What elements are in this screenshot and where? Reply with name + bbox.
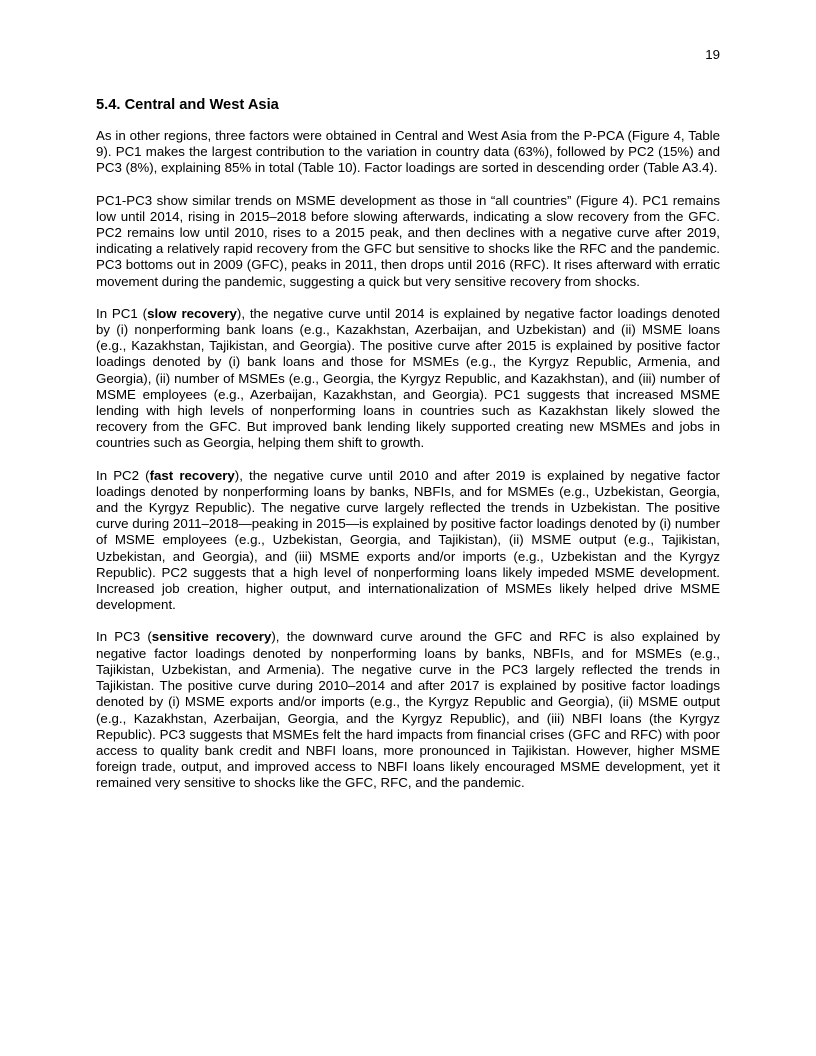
paragraph-pc3 bbox=[96, 629, 720, 791]
paragraph-rest: ), the negative curve until 2010 and after 2019 is explained by negative factor loadings denoted by nonperforming loans by banks, NBFIs, and for MSMEs (e.g., Uzbekistan, Georgia, and the Kyrgyz Republic). The negative curve largely reflected the trends in Uzbekistan. The positive curve during 2011–2018—peaking in 2015—is explained by positive factor loadings denoted by (i) number of MSME employees (e.g., Uzbekistan, Georgia, and Tajikistan), (ii) MSME output (e.g., Tajikistan, Uzbekistan, and Georgia), and (iii) MSME exports and/or imports (e.g., Uzbekistan and the Kyrgyz Republic). PC2 suggests that a high level of nonperforming loans likely impeded MSME development. Increased job creation, higher output, and internationalization of MSMEs likely helped drive MSME development. bbox=[96, 467, 720, 613]
paragraph-lead: In PC2 ( bbox=[96, 467, 150, 483]
section-heading: 5.4. Central and West Asia bbox=[96, 97, 279, 113]
paragraph-bold-term: fast recovery bbox=[149, 467, 235, 483]
paragraph-rest: ), the downward curve around the GFC and RFC is also explained by negative factor loadings denoted by nonperforming loans by banks, NBFIs, and for MSMEs (e.g., Tajikistan, Uzbekistan, and Armenia). The negative curve in the PC3 largely reflected the trends in Tajikistan. The positive curve during 2010–2014 and after 2017 is explained by positive factor loadings denoted by (i) MSME exports and/or imports (e.g., the Kyrgyz Republic and Georgia), (ii) MSME output (e.g., Kazakhstan, Azerbaijan, Georgia, and the Kyrgyz Republic), and (iii) NBFI loans (the Kyrgyz Republic). PC3 suggests that MSMEs felt the hard impacts from financial crises (GFC and RFC) with poor access to quality bank credit and NBFI loans, more pronounced in Tajikistan. However, higher MSME foreign trade, output, and improved access to NBFI loans likely encouraged MSME development, yet it remained very sensitive to shocks like the GFC, RFC, and the pandemic. bbox=[96, 629, 720, 791]
page-number: 19 bbox=[705, 47, 720, 62]
paragraph-rest: ), the negative curve until 2014 is explained by negative factor loadings denoted by (i) nonperforming bank loans (e.g., Kazakhstan, Azerbaijan, and Uzbekistan) and (ii) MSME loans (e.g., Kazakhstan, Tajikistan, and Georgia). The positive curve after 2015 is explained by positive factor loadings denoted by (i) bank loans and those for MSMEs (e.g., the Kyrgyz Republic, Armenia, and Georgia), (ii) number of MSMEs (e.g., Georgia, the Kyrgyz Republic, and Kazakhstan), and (iii) number of MSME employees (e.g., Azerbaijan, Kazakhstan, and Georgia). PC1 suggests that increased MSME lending with high levels of nonperforming loans in countries such as Kazakhstan likely slowed the recovery from the GFC. But improved bank lending likely supported creating new MSMEs and jobs in countries such as Georgia, helping them shift to growth. bbox=[96, 305, 720, 451]
paragraph-intro bbox=[96, 128, 720, 177]
paragraph-bold-term: slow recovery bbox=[147, 305, 237, 321]
paragraph-text: PC1-PC3 show similar trends on MSME development as those in “all countries” (Figure 4). PC1 remains low until 2014, rising in 2015–2018 before slowing afterwards, indicating a slow recovery from the GFC. PC2 remains low until 2010, rises to a 2015 peak, and then declines with a negative curve after 2019, indicating a relatively rapid recovery from the GFC but sensitive to shocks like the RFC and the pandemic. PC3 bottoms out in 2009 (GFC), peaks in 2011, then drops until 2016 (RFC). It rises afterward with erratic movement during the pandemic, suggesting a quick but very sensitive recovery from shocks. bbox=[96, 192, 720, 289]
paragraph-bold-term: sensitive recovery bbox=[151, 629, 272, 645]
paragraph-trends bbox=[96, 193, 720, 290]
paragraph-pc1 bbox=[96, 306, 720, 452]
page-body bbox=[96, 96, 720, 808]
paragraph-text: As in other regions, three factors were obtained in Central and West Asia from the P-PCA (Figure 4, Table 9). PC1 makes the largest contribution to the variation in country data (63%), followed by PC2 (15%) and PC3 (8%), explaining 85% in total (Table 10). Factor loadings are sorted in descending order (Table A3.4). bbox=[96, 128, 720, 176]
paragraph-pc2 bbox=[96, 468, 720, 614]
paragraph-lead: In PC3 ( bbox=[96, 629, 152, 645]
paragraph-lead: In PC1 ( bbox=[96, 305, 148, 321]
